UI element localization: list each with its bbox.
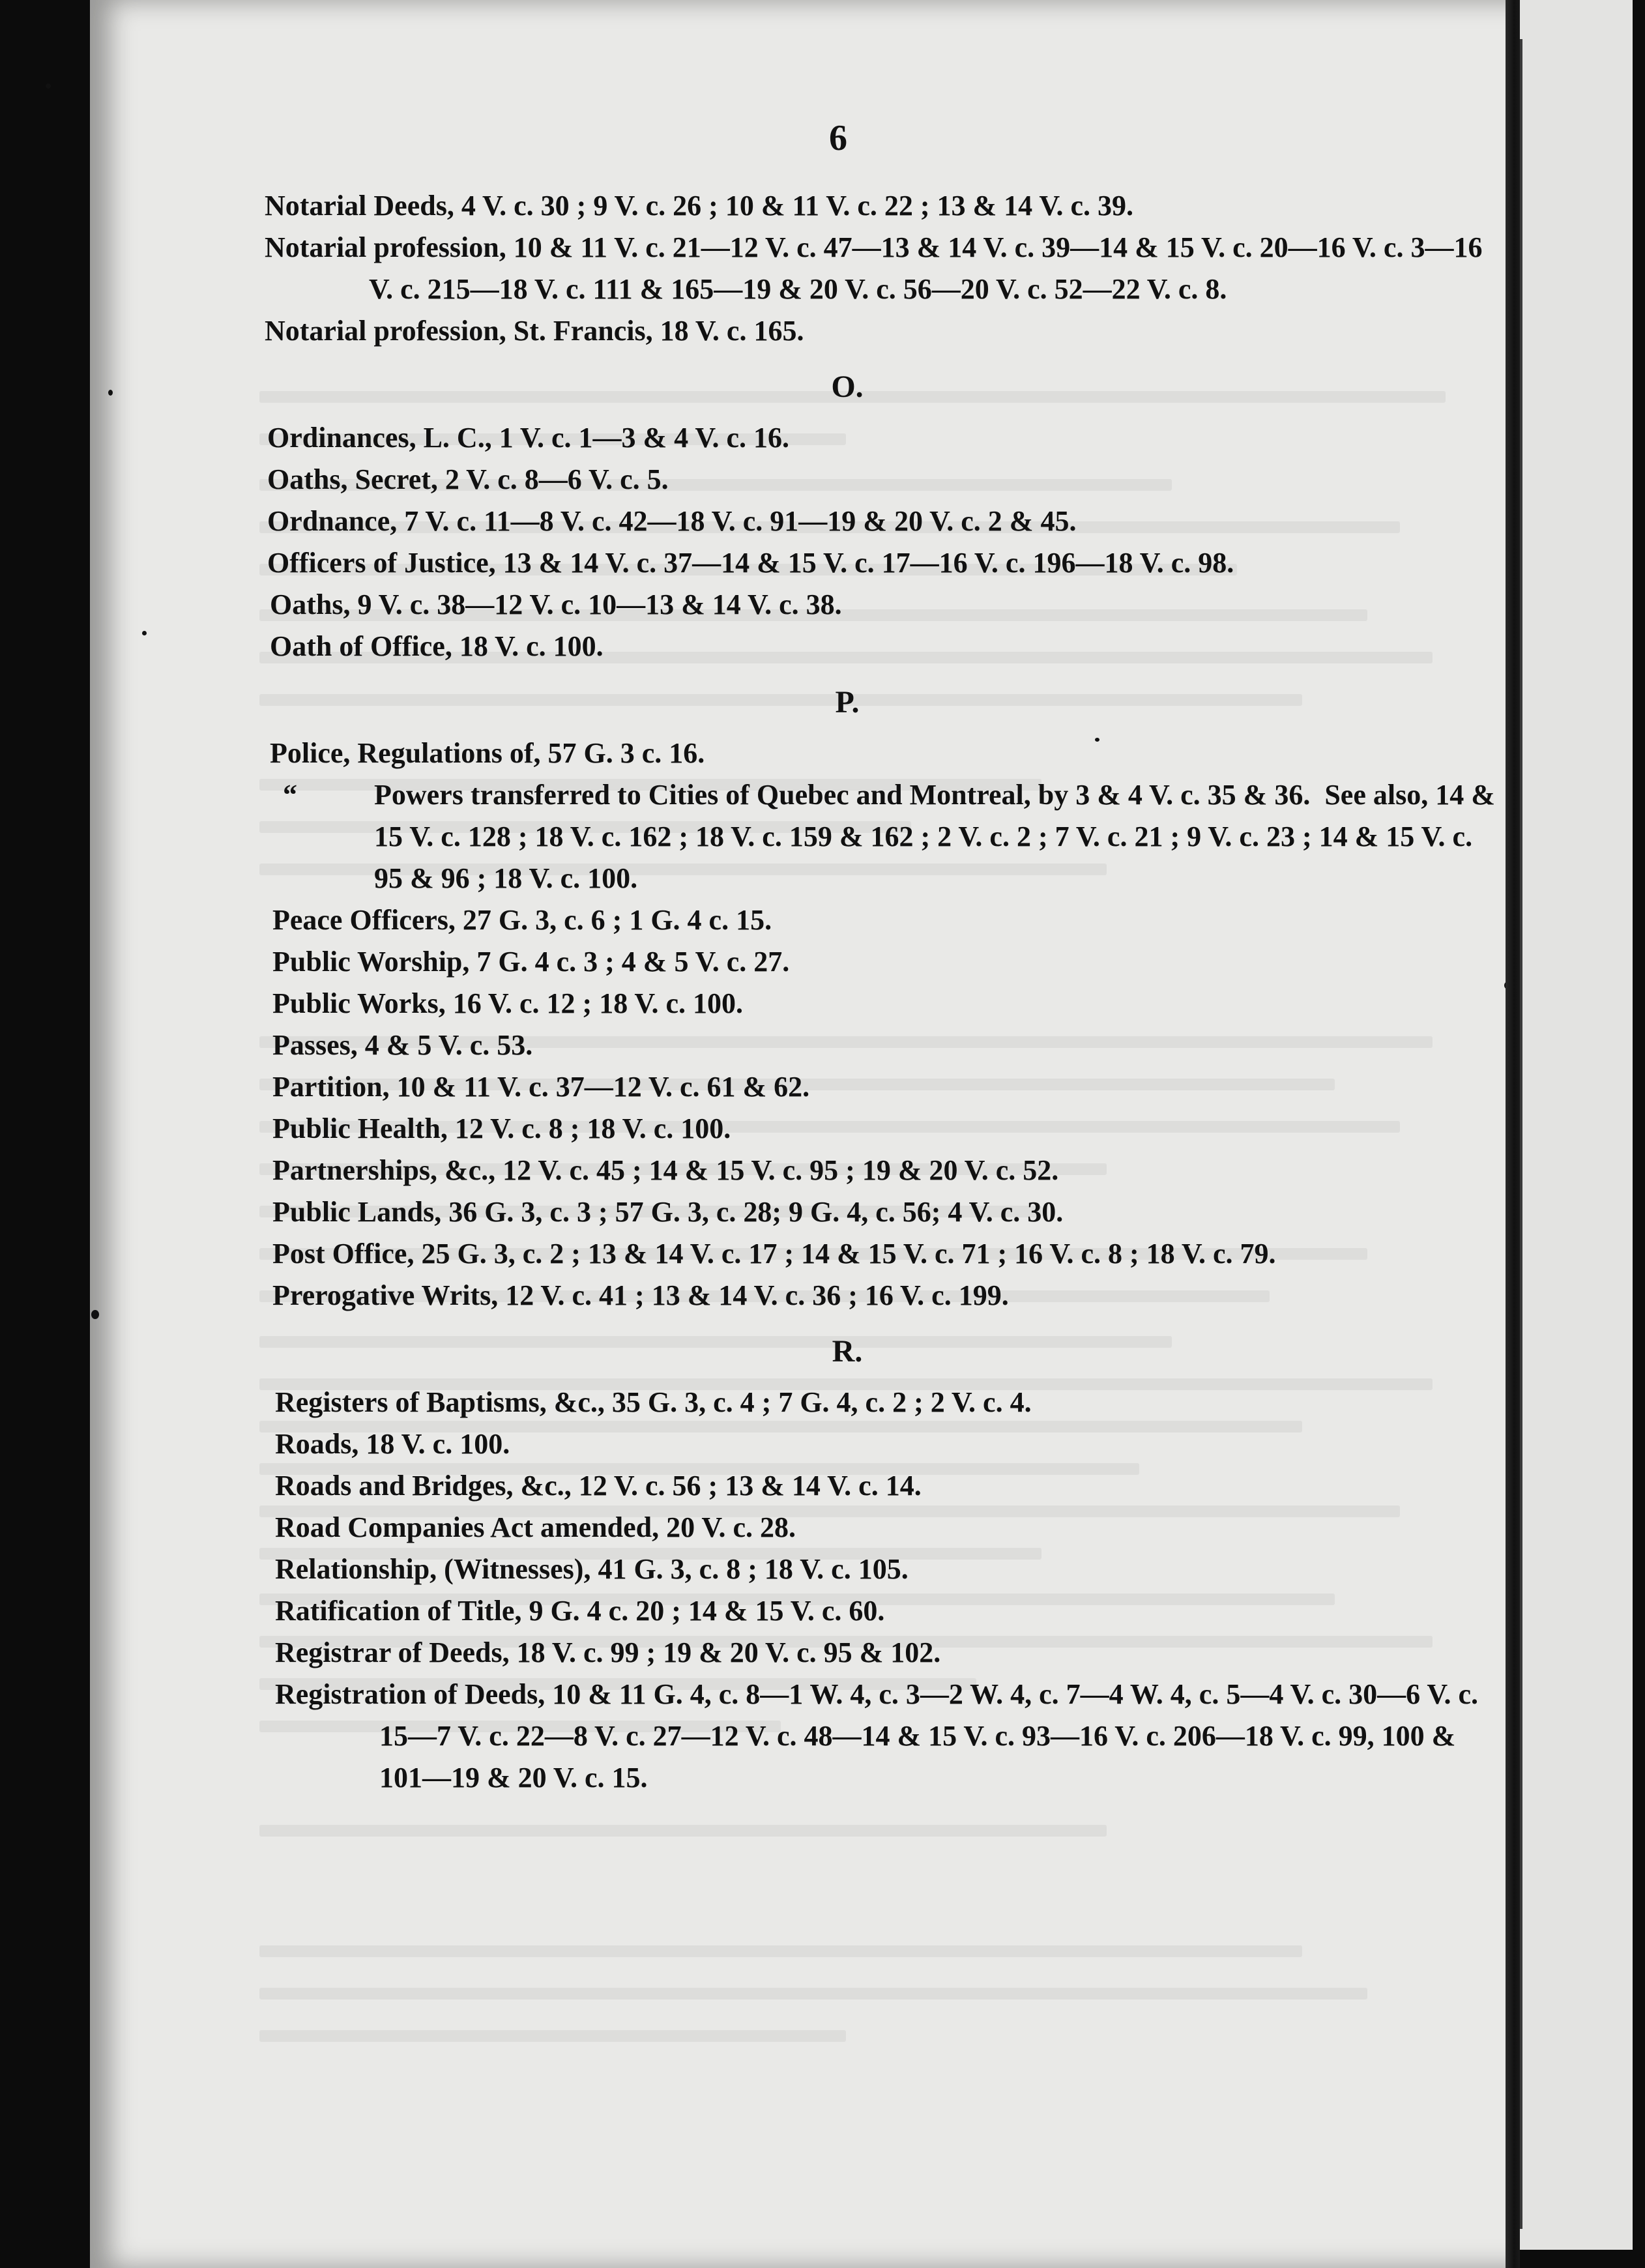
index-entry: Public Health, 12 V. c. 8 ; 18 V. c. 100. <box>272 1112 731 1144</box>
scan-border <box>1520 2250 1645 2268</box>
index-entry: Ratification of Title, 9 G. 4 c. 20 ; 14 & 15 V. c. 60. <box>275 1595 885 1627</box>
section-o <box>265 417 1503 667</box>
index-entry: Police, Regulations of, 57 G. 3 c. 16. <box>270 737 705 769</box>
index-entry: Relationship, (Witnesses), 41 G. 3, c. 8 ; 18 V. c. 105. <box>275 1553 909 1585</box>
index-entry: Road Companies Act amended, 20 V. c. 28. <box>275 1511 796 1543</box>
index-entry: Registrar of Deeds, 18 V. c. 99 ; 19 & 20 V. c. 95 & 102. <box>275 1636 941 1668</box>
ink-speck <box>1095 738 1099 742</box>
index-entry: Peace Officers, 27 G. 3, c. 6 ; 1 G. 4 c. 15. <box>272 904 772 936</box>
page-number: 6 <box>829 118 847 158</box>
index-entry: Prerogative Writs, 12 V. c. 41 ; 13 & 14 V. c. 36 ; 16 V. c. 199. <box>272 1279 1009 1311</box>
index-entry: Partition, 10 & 11 V. c. 37—12 V. c. 61 & 62. <box>272 1071 810 1103</box>
page-binding-edge <box>1506 0 1520 2268</box>
ink-speck <box>91 1310 99 1319</box>
index-entry: Oath of Office, 18 V. c. 100. <box>270 630 604 662</box>
index-entry: Registration of Deeds, 10 & 11 G. 4, c. 8—1 W. 4, c. 3—2 W. 4, c. 7—4 W. 4, c. 5—4 V. c. 30—6 V. c. 15—7 V. c. 22—8 V. c. 27—12 V. c. 48—14 & 15 V. c. 93—16 V. c. 206—18 V. c. 99, 100 & 101—19 & 20 V. c. 15. <box>275 1678 1486 1794</box>
ink-speck <box>108 390 113 396</box>
index-entry: Ordinances, L. C., 1 V. c. 1—3 & 4 V. c. 16. <box>267 422 790 454</box>
index-entry: Notarial profession, 10 & 11 V. c. 21—12 V. c. 47—13 & 14 V. c. 39—14 & 15 V. c. 20—16 V. c. 3—16 V. c. 215—18 V. c. 111 & 165—19 & 20 V. c. 56—20 V. c. 52—22 V. c. 8. <box>265 231 1489 305</box>
index-entry: Partnerships, &c., 12 V. c. 45 ; 14 & 15 V. c. 95 ; 19 & 20 V. c. 52. <box>272 1154 1059 1186</box>
index-entry: Oaths, 9 V. c. 38—12 V. c. 10—13 & 14 V. c. 38. <box>270 589 842 620</box>
index-entry: Officers of Justice, 13 & 14 V. c. 37—14 & 15 V. c. 17—16 V. c. 196—18 V. c. 98. <box>267 547 1234 579</box>
facing-page-edge <box>1520 39 1522 2229</box>
index-entry: Ordnance, 7 V. c. 11—8 V. c. 42—18 V. c. 91—19 & 20 V. c. 2 & 45. <box>267 505 1077 537</box>
section-heading-o: O. <box>831 370 864 404</box>
index-entry: Oaths, Secret, 2 V. c. 8—6 V. c. 5. <box>267 463 669 495</box>
ditto-mark: “ <box>283 779 297 811</box>
scan-border <box>1633 0 1645 2268</box>
index-entry: Passes, 4 & 5 V. c. 53. <box>272 1029 533 1061</box>
facing-page <box>1520 0 1645 2268</box>
index-entry: Notarial Deeds, 4 V. c. 30 ; 9 V. c. 26 ; 10 & 11 V. c. 22 ; 13 & 14 V. c. 39. <box>265 190 1134 222</box>
index-entry-text: Powers transferred to Cities of Quebec and Montreal, by 3 & 4 V. c. 35 & 36. See also, 14 & 15 V. c. 128 ; 18 V. c. 162 ; 18 V. c. 159 & 162 ; 2 V. c. 2 ; 7 V. c. 21 ; 9 V. c. 23 ; 14 & 15 V. c. 95 & 96 ; 18 V. c. 100. <box>374 779 1502 894</box>
index-entry-ditto <box>270 774 1503 899</box>
index-entry: Registers of Baptisms, &c., 35 G. 3, c. 4 ; 7 G. 4, c. 2 ; 2 V. c. 4. <box>275 1386 1032 1418</box>
document-page <box>90 0 1517 2268</box>
section-heading-p: P. <box>835 685 860 720</box>
index-entry: Roads, 18 V. c. 100. <box>275 1428 510 1460</box>
index-entry: Notarial profession, St. Francis, 18 V. c. 165. <box>265 315 804 347</box>
index-entry: Post Office, 25 G. 3, c. 2 ; 13 & 14 V. c. 17 ; 14 & 15 V. c. 71 ; 16 V. c. 8 ; 18 V. c. 79. <box>272 1238 1276 1270</box>
index-entry: Public Lands, 36 G. 3, c. 3 ; 57 G. 3, c. 28; 9 G. 4, c. 56; 4 V. c. 30. <box>272 1196 1064 1228</box>
ink-speck <box>142 631 147 635</box>
index-entry: Roads and Bridges, &c., 12 V. c. 56 ; 13 & 14 V. c. 14. <box>275 1470 922 1502</box>
section-r <box>265 1382 1503 1799</box>
page-content <box>265 117 1503 1799</box>
index-entry: Public Worship, 7 G. 4 c. 3 ; 4 & 5 V. c. 27. <box>272 946 790 978</box>
section-p <box>265 733 1503 1316</box>
ink-speck <box>46 83 51 89</box>
section-n <box>265 185 1503 352</box>
section-heading-r: R. <box>832 1334 863 1369</box>
index-entry: Public Works, 16 V. c. 12 ; 18 V. c. 100. <box>272 987 744 1019</box>
